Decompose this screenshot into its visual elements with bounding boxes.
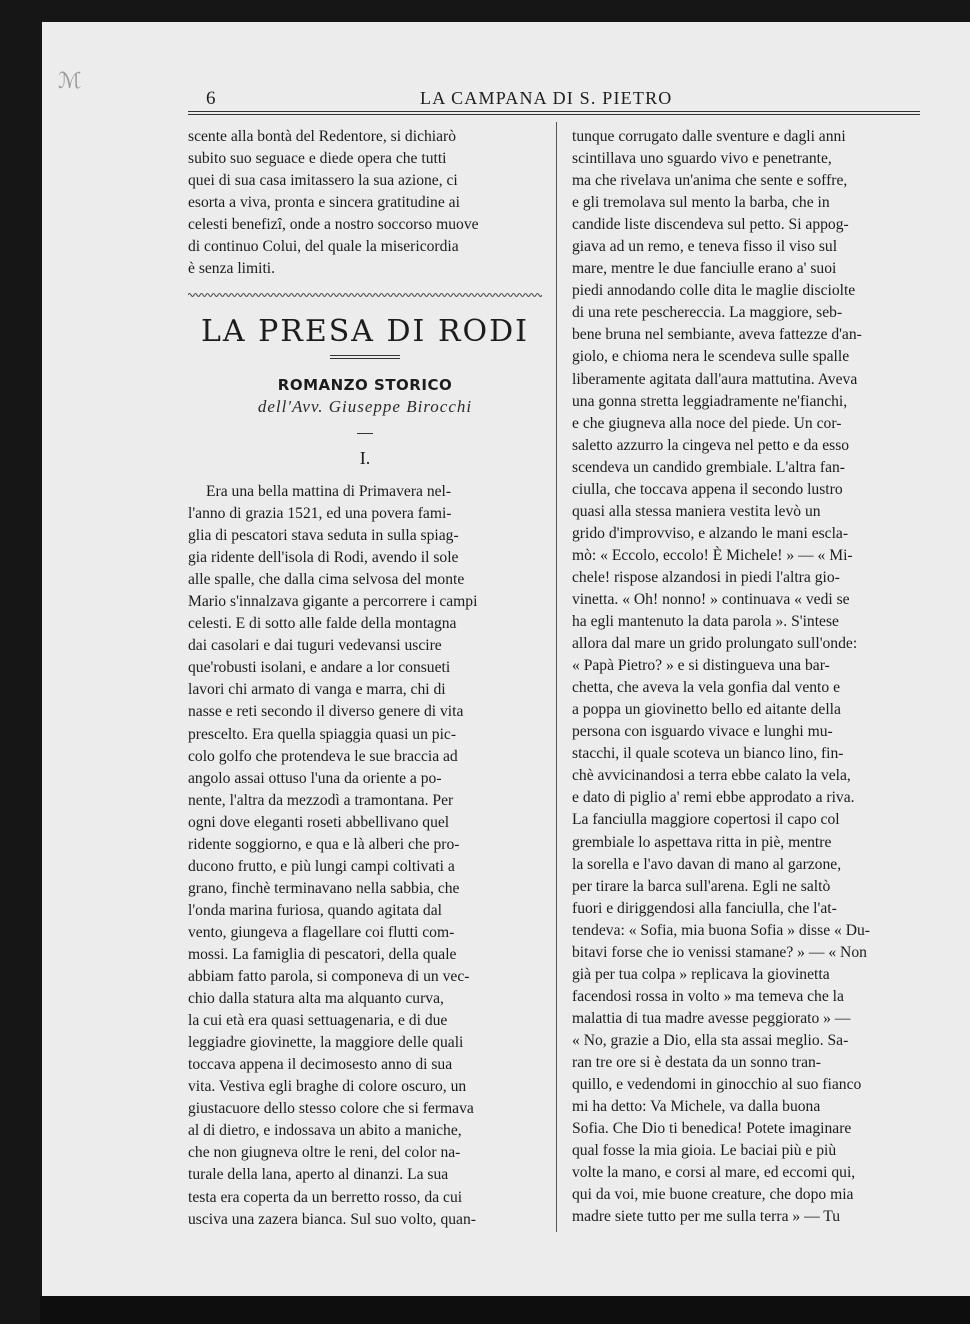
story-paragraph-continued [572,126,926,1228]
text-line: e gli tremolava sul mento la barba, che in [572,194,830,212]
text-line: chio dalla statura alta ma alquanto curva, [188,990,444,1008]
text-line: quillo, e vedendomi in ginocchio al suo fianco [572,1076,862,1094]
text-line: bitavi forse che io venissi stamane? » — « Non [572,943,867,961]
text-line: nasse e reti secondo il diverso genere di vita [188,703,464,721]
text-line: mò: « Eccolo, eccolo! È Michele! » — « Mi- [572,546,853,564]
text-line: celesti benefizî, onde a nostro soccorso muove [188,216,479,234]
text-line: ducono frutto, e più lungi campi coltivati a [188,857,455,875]
chapter-number: I. [359,448,371,468]
text-line: scente alla bontà del Redentore, si dichiarò [188,128,457,145]
text-line: Sofia. Che Dio ti benedica! Potete imaginare [572,1120,852,1138]
text-line: prescelto. Era quella spiaggia quasi un pic- [188,725,457,743]
text-line: ha egli mantenuto la data parola ». S'intese [572,613,839,631]
text-line: esorta a viva, pronta e sincera gratitudine ai [188,194,460,212]
text-line: quei di sua casa imitassero la sua azione, ci [188,172,458,190]
right-column-body [572,126,926,1228]
text-line: a poppa un giovinetto bello ed aitante della [572,701,841,719]
text-line: ciulla, che toccava appena il secondo lustro [572,480,843,498]
text-line: chele! rispose alzandosi in piedi l'altra gio- [572,568,840,586]
story-paragraph [188,481,542,1231]
text-line: usciva una zazera bianca. Sul suo volto, quan- [188,1210,476,1228]
text-line: piedi annodando colle dita le maglie disciolte [572,282,856,300]
text-line: grido d'improvviso, e alzando le mani escla- [572,524,849,542]
text-line: dai casolari e dai tuguri vedevansi uscire [188,637,442,655]
text-line: angolo assai ottuso l'una da oriente a po- [188,769,442,787]
text-line: madre siete tutto per me sulla terra » — Tu [572,1208,841,1226]
text-line: che non giugneva oltre le reni, del color na- [188,1144,461,1162]
text-line: fuori e diriggendosi alla fanciulla, che l'at- [572,899,837,917]
text-line: la sorella e l'avo davan di mano al garzone, [572,855,842,873]
text-line: malattia di tua madre avesse peggiorato » — [572,1009,851,1027]
text-line: giolo, e chioma nera le scendeva sulle spalle [572,348,850,366]
text-line: e dato di piglio a' remi ebbe approdato a riva. [572,789,855,807]
text-line: è senza limiti. [188,260,276,278]
text-line: una gonna stretta leggiadramente ne'fianchi, [572,392,848,410]
article-subtitle: ROMANZO STORICO [277,376,453,394]
text-line: toccava appena il decimosesto anno di sua [188,1056,453,1074]
text-line: glia di pescatori stava seduta in sulla spiag- [188,527,459,545]
column-divider [556,122,557,1232]
text-line: nente, l'altra da mezzodì a tramontana. Per [188,791,454,809]
text-line: bene bruna nel sembiante, aveva fattezze d'an- [572,326,862,344]
text-line: chè avvicinandosi a terra ebbe calato la vela, [572,767,851,785]
text-line: di continuo Colui, del quale la misericordia [188,238,459,256]
text-line: Mario s'innalzava gigante a percorrere i campi [188,593,478,611]
separator-dash [357,433,373,434]
text-line: la cui età era quasi settuagenaria, e di due [188,1012,448,1030]
left-column-body [188,481,542,1231]
text-line: volte la mano, e corsi al mare, ed eccomi qui, [572,1164,856,1182]
text-line: « No, grazie a Dio, ella sta assai meglio. Sa- [572,1031,849,1049]
text-line: al di dietro, e indossava un abito a maniche, [188,1122,462,1140]
text-line: saletto azzurro la cingeva nel petto e da esso [572,436,850,454]
text-line: grembiale lo aspettava ritta in piè, mentre [572,833,832,851]
ornamental-rule [188,290,542,300]
text-line: facendosi rossa in volto » ma temeva che la [572,987,844,1005]
text-line: testa era coperta da un berretto rosso, da cui [188,1188,463,1206]
intro-paragraph [188,126,542,280]
text-line: ma che rivelava un'anima che sente e soffre, [572,172,848,190]
text-line: Era una bella mattina di Primavera nel- [206,483,452,500]
text-line: tendeva: « Sofia, mia buona Sofia » disse « Du- [572,921,870,939]
article-author: dell'Avv. Giuseppe Birocchi [257,397,473,416]
text-line: qui da voi, mie buone creature, che dopo mia [572,1186,854,1204]
text-line: alle spalle, che dalla cima selvosa del monte [188,571,465,589]
text-line: grano, finchè terminavano nella sabbia, che [188,879,460,897]
text-line: quasi alla stessa maniera vestita levò un [572,502,821,520]
text-line: abbiam fatto parola, si componeva di un vec- [188,968,470,986]
text-line: subito suo seguace e diede opera che tutti [188,150,447,168]
text-line: ran tre ore si è destata da un sonno tran- [572,1053,821,1071]
text-line: di una rete peschereccia. La maggiore, seb- [572,304,843,322]
text-line: « Papà Pietro? » e si distingueva una bar- [572,657,830,675]
text-line: mi ha detto: Va Michele, va dalla buona [572,1098,821,1116]
text-line: scendeva un candido grembiale. L'altra fan- [572,458,845,476]
text-line: giustacuore dello stesso colore che si fermava [188,1100,474,1118]
text-line: stacchi, il quale scoteva un bianco lino, fin- [572,745,844,763]
page-number: 6 [206,88,216,109]
left-column-intro [188,126,542,280]
text-line: celesti. E di sotto alle falde della montagna [188,615,457,633]
text-line: l'anno di grazia 1521, ed una povera fami- [188,505,452,523]
text-line: e che giugneva alla noce del piede. Un cor- [572,414,842,432]
header-rule [188,111,920,115]
text-line: scintillava uno sguardo vivo e penetrante, [572,150,832,168]
text-line: qual fosse la mia gioia. Le baciai più e più [572,1142,837,1160]
text-line: per tirare la barca sull'arena. Egli ne saltò [572,877,831,895]
margin-pencil-mark: ℳ [58,68,80,93]
text-line: persona con isguardo vivace e lunghi mu- [572,723,833,741]
text-line: candide liste discendeva sul petto. Si appog- [572,216,849,234]
text-line: liberamente agitata dall'aura mattutina. Aveva [572,370,858,388]
text-line: La fanciulla maggiore copertosi il capo col [572,811,840,829]
text-line: leggiadre giovinette, la maggiore delle quali [188,1034,464,1052]
scan-border [40,1296,970,1324]
text-line: vinetta. « Oh! nonno! » continuava « vedi se [572,590,850,608]
text-line: gia ridente dell'isola di Rodi, avendo il sole [188,549,459,567]
text-line: lavori chi armato di vanga e marra, chi di [188,681,446,699]
text-line: chetta, che aveva la vela gonfia dal vento e [572,679,840,697]
title-double-rule [330,355,400,359]
running-head [150,84,920,110]
article-title: LA PRESA DI RODI [200,314,530,349]
text-line: tunque corrugato dalle sventure e dagli anni [572,128,846,145]
text-line: l'onda marina furiosa, quando agitata dal [188,901,442,919]
text-line: vento, giungeva a flagellare coi flutti com- [188,923,455,941]
text-line: ridente soggiorno, e qua e là alberi che pro- [188,835,460,853]
text-line: vita. Vestiva egli braghe di colore oscuro, un [188,1078,467,1096]
text-line: colo golfo che protendeva le sue braccia ad [188,747,458,765]
text-line: giava ad un remo, e teneva fisso il viso sul [572,238,838,256]
journal-title: LA CAMPANA DI S. PIETRO [420,88,673,108]
text-line: mare, mentre le due fanciulle erano a' suoi [572,260,837,278]
text-line: turale della lana, aperto al dinanzi. La sua [188,1166,449,1184]
text-line: mossi. La famiglia di pescatori, della quale [188,945,457,963]
text-line: allora dal mare un grido prolungato sull'onde: [572,635,858,653]
text-line: ogni dove eleganti roseti abbellivano quel [188,813,450,831]
text-line: que'robusti isolani, e andare a lor consueti [188,659,451,677]
text-line: già per tua colpa » replicava la giovinetta [572,965,830,983]
